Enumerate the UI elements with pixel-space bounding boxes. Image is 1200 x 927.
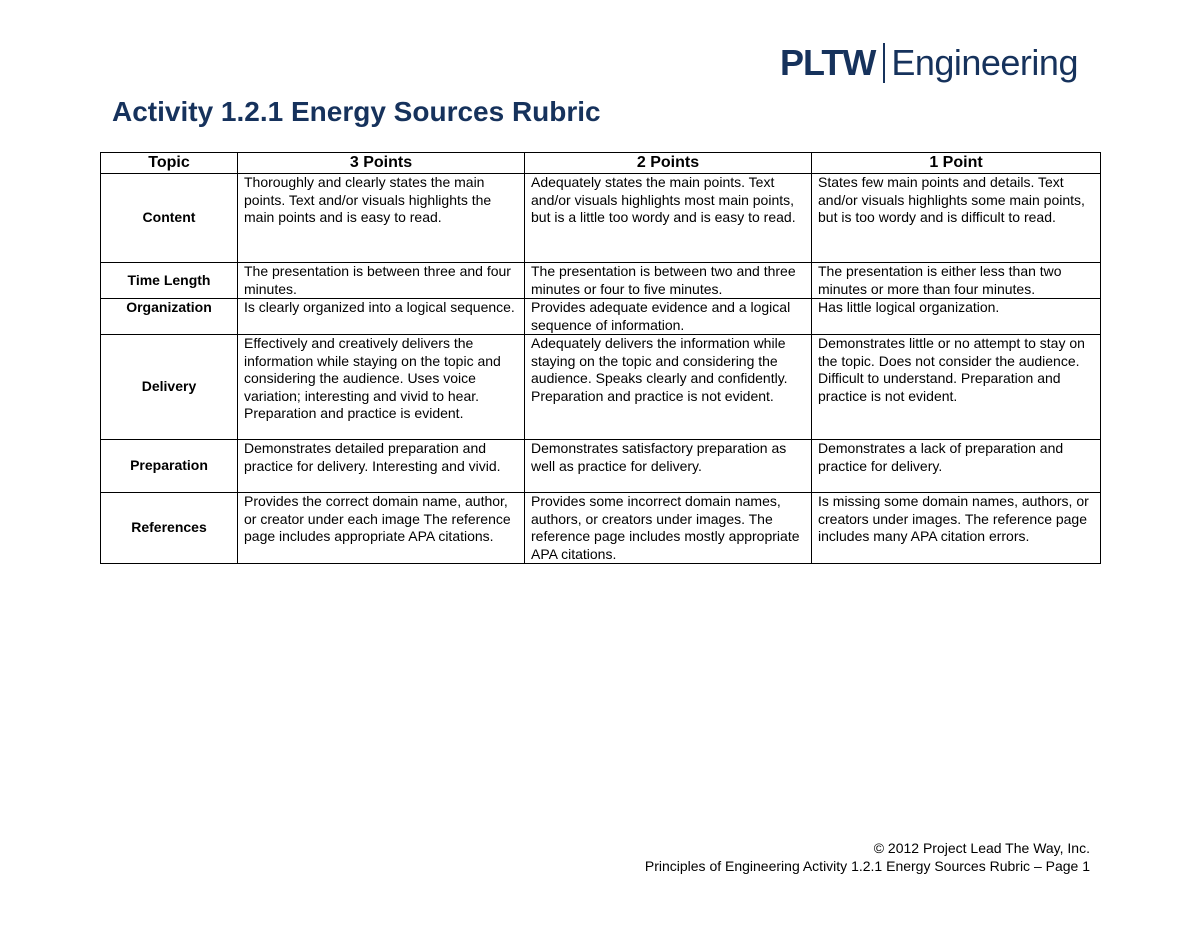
cell-1-point: The presentation is either less than two minutes or more than four minutes. — [812, 263, 1101, 299]
cell-2-points: Adequately delivers the information while staying on the topic and considering the audience. Speaks clearly and confidently. Preparation and practice is not evident. — [525, 335, 812, 440]
table-row — [101, 263, 1101, 299]
cell-3-points: The presentation is between three and four minutes. — [238, 263, 525, 299]
cell-3-points: Provides the correct domain name, author, or creator under each image The reference page includes appropriate APA citations. — [238, 493, 525, 564]
header-2-points: 2 Points — [525, 153, 812, 174]
page-title: Activity 1.2.1 Energy Sources Rubric — [112, 96, 601, 127]
header-row — [101, 153, 1101, 174]
page-footer — [645, 839, 1090, 875]
header-topic: Topic — [101, 153, 238, 174]
copyright-text: © 2012 Project Lead The Way, Inc. — [873, 840, 1090, 856]
logo-divider — [883, 43, 885, 83]
cell-2-points: Provides some incorrect domain names, authors, or creators under images. The reference page includes mostly appropriate APA citations. — [525, 493, 812, 564]
cell-3-points: Is clearly organized into a logical sequence. — [238, 299, 525, 335]
topic-cell: References — [101, 493, 238, 564]
table-row — [101, 299, 1101, 335]
page-info-text: Principles of Engineering Activity 1.2.1 Energy Sources Rubric – Page 1 — [644, 858, 1090, 874]
header-1-point: 1 Point — [812, 153, 1101, 174]
cell-1-point: Demonstrates a lack of preparation and practice for delivery. — [812, 440, 1101, 493]
cell-1-point: Is missing some domain names, authors, or creators under images. The reference page includes many APA citation errors. — [812, 493, 1101, 564]
table-row — [101, 440, 1101, 493]
topic-cell: Organization — [101, 299, 238, 335]
cell-1-point: Has little logical organization. — [812, 299, 1101, 335]
cell-2-points: Adequately states the main points. Text and/or visuals highlights most main points, but is a little too wordy and is easy to read. — [525, 174, 812, 263]
topic-cell: Delivery — [101, 335, 238, 440]
cell-2-points: The presentation is between two and three minutes or four to five minutes. — [525, 263, 812, 299]
topic-cell: Content — [101, 174, 238, 263]
logo-brand: PLTW — [780, 42, 876, 83]
topic-cell: Time Length — [101, 263, 238, 299]
cell-1-point: Demonstrates little or no attempt to stay on the topic. Does not consider the audience. Difficult to understand. Preparation and practice is not evident. — [812, 335, 1101, 440]
table-row — [101, 174, 1101, 263]
cell-2-points: Provides adequate evidence and a logical sequence of information. — [525, 299, 812, 335]
logo-word: Engineering — [891, 42, 1078, 83]
rubric-table — [100, 152, 1101, 564]
cell-3-points: Thoroughly and clearly states the main points. Text and/or visuals highlights the main points and is easy to read. — [238, 174, 525, 263]
cell-1-point: States few main points and details. Text and/or visuals highlights some main points, but is too wordy and is difficult to read. — [812, 174, 1101, 263]
topic-cell: Preparation — [101, 440, 238, 493]
header-3-points: 3 Points — [238, 153, 525, 174]
pltw-engineering-logo — [780, 40, 1078, 86]
cell-3-points: Effectively and creatively delivers the information while staying on the topic and considering the audience. Uses voice variation; interesting and vivid to hear. Preparation and practice is evident. — [238, 335, 525, 440]
table-row — [101, 493, 1101, 564]
cell-3-points: Demonstrates detailed preparation and practice for delivery. Interesting and vivid. — [238, 440, 525, 493]
cell-2-points: Demonstrates satisfactory preparation as well as practice for delivery. — [525, 440, 812, 493]
table-row — [101, 335, 1101, 440]
